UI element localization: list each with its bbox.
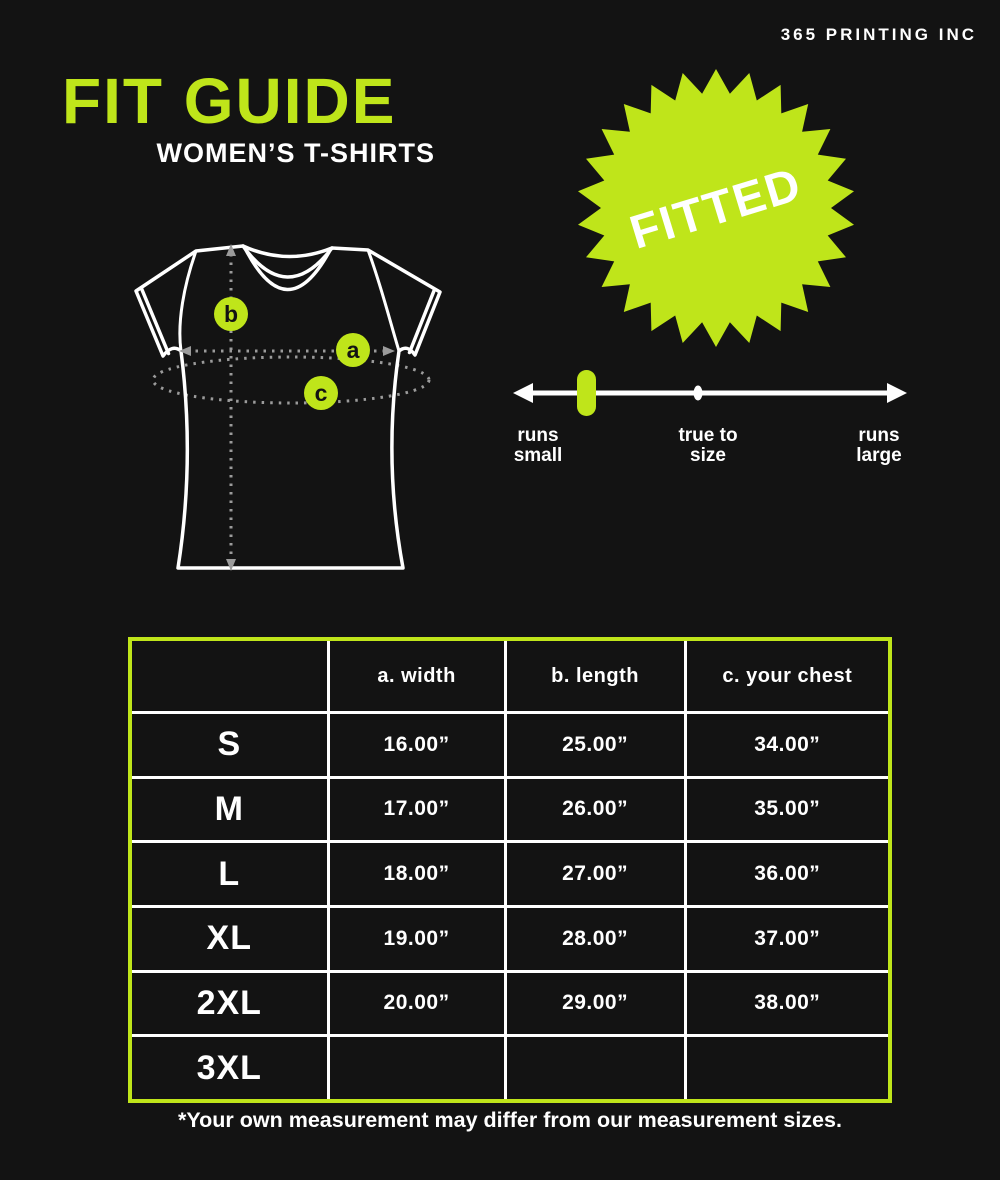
page-title: FIT GUIDE	[62, 65, 397, 137]
measure-markers	[214, 297, 370, 410]
col-header-chest: c. your chest	[687, 641, 888, 711]
fit-scale-marker	[577, 370, 596, 416]
cell-xl-length: 28.00”	[507, 908, 684, 970]
row-size-2xl: 2XL	[132, 973, 327, 1035]
cell-l-length: 27.00”	[507, 843, 684, 905]
cell-2xl-length: 29.00”	[507, 973, 684, 1035]
scale-label-runs-large: runs large	[856, 425, 902, 466]
length-measure-line	[223, 244, 239, 571]
fit-scale-center-dot	[694, 386, 703, 401]
cell-l-chest: 36.00”	[687, 843, 888, 905]
cell-3xl-width	[330, 1037, 504, 1099]
chest-ellipse-line	[153, 357, 429, 403]
cell-m-chest: 35.00”	[687, 779, 888, 841]
cell-s-chest: 34.00”	[687, 714, 888, 776]
tshirt-outline	[136, 246, 440, 568]
fit-scale-right-arrow-icon	[887, 383, 907, 403]
row-size-xl: XL	[132, 908, 327, 970]
scale-label-true-to-size: true to size	[678, 425, 738, 466]
cell-l-width: 18.00”	[330, 843, 504, 905]
measurement-disclaimer: *Your own measurement may differ from our measurement sizes.	[178, 1108, 842, 1132]
fit-scale-left-arrow-icon	[513, 383, 533, 403]
cell-s-width: 16.00”	[330, 714, 504, 776]
cell-3xl-chest	[687, 1037, 888, 1099]
cell-s-length: 25.00”	[507, 714, 684, 776]
cell-m-width: 17.00”	[330, 779, 504, 841]
col-header-length: b. length	[507, 641, 684, 711]
row-size-s: S	[132, 714, 327, 776]
cell-2xl-chest: 38.00”	[687, 973, 888, 1035]
row-size-m: M	[132, 779, 327, 841]
row-size-3xl: 3XL	[132, 1037, 327, 1099]
size-table	[128, 637, 892, 1103]
tshirt-diagram	[125, 230, 455, 585]
row-size-l: L	[132, 843, 327, 905]
cell-xl-chest: 37.00”	[687, 908, 888, 970]
size-table-corner-cell	[132, 641, 327, 711]
cell-m-length: 26.00”	[507, 779, 684, 841]
fit-scale	[505, 360, 915, 418]
col-header-width: a. width	[330, 641, 504, 711]
marker-b-label: b	[223, 301, 239, 327]
cell-2xl-width: 20.00”	[330, 973, 504, 1035]
marker-a-label: a	[346, 337, 360, 363]
scale-label-runs-small: runs small	[513, 425, 563, 466]
marker-c-label: c	[314, 380, 328, 406]
page-subtitle: WOMEN’S T-SHIRTS	[156, 138, 435, 168]
cell-xl-width: 19.00”	[330, 908, 504, 970]
fitted-badge-label: FITTED	[623, 156, 808, 259]
fitted-badge	[573, 66, 863, 356]
cell-3xl-length	[507, 1037, 684, 1099]
brand-text: 365 PRINTING INC	[780, 25, 977, 44]
